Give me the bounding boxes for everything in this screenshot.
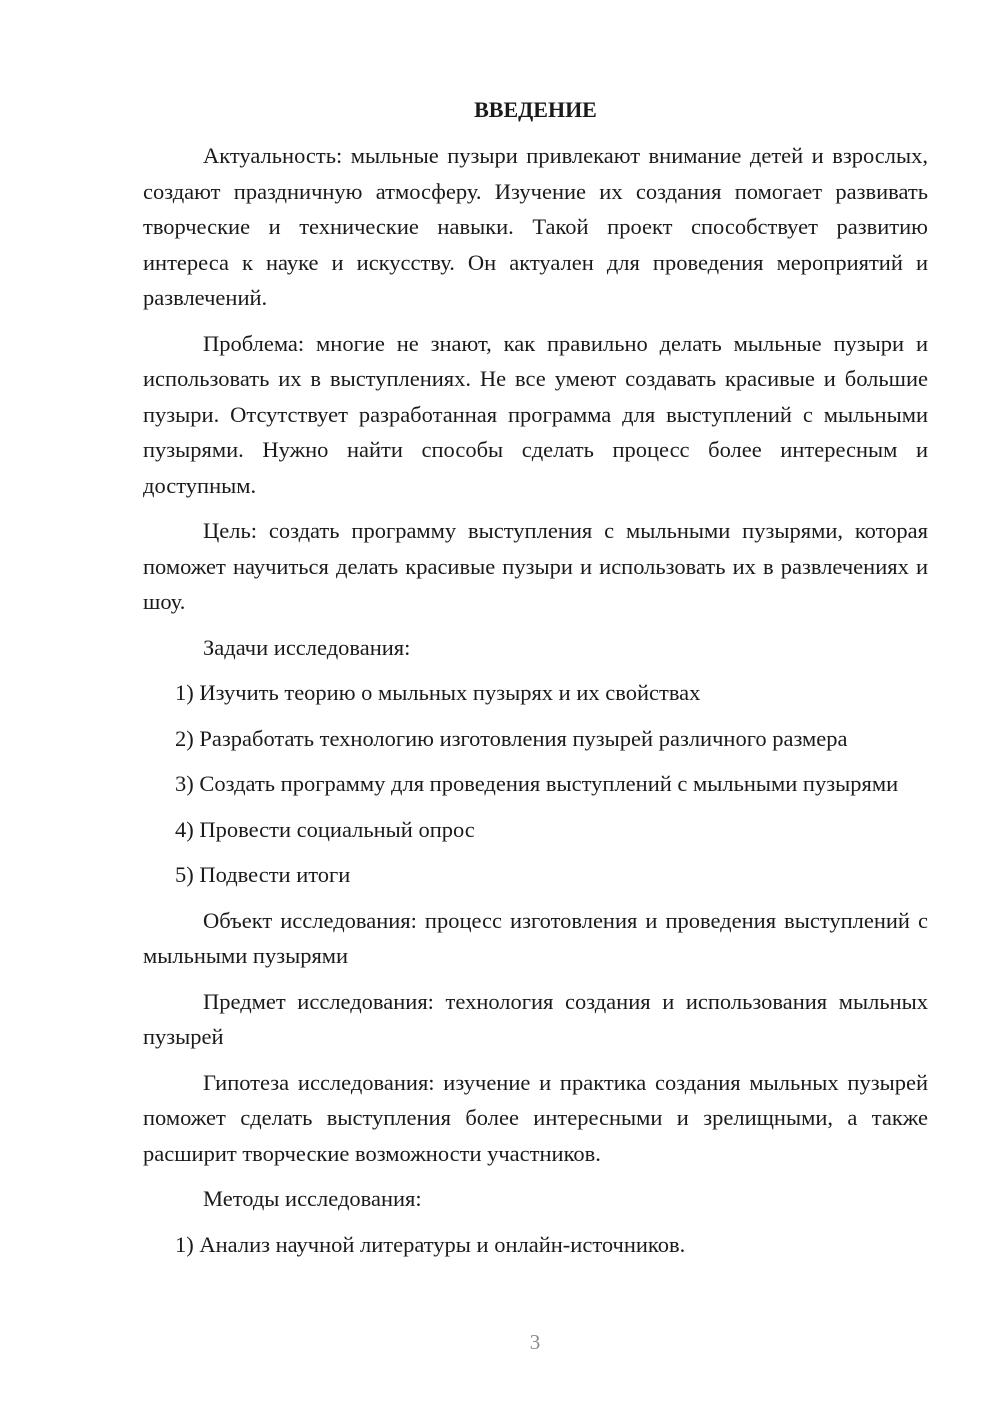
tasks-heading: Задачи исследования: (203, 634, 411, 660)
section-title: ВВЕДЕНИЕ (474, 97, 597, 122)
page-number: 3 (529, 1330, 541, 1354)
task-item: 4) Провести социальный опрос (175, 816, 475, 842)
document-page (143, 92, 928, 1272)
subject-paragraph: Предмет исследования: технология создания и использования мыльных пузырей (143, 988, 928, 1049)
goal-paragraph: Цель: создать программу выступления с мыльными пузырями, которая поможет научиться делать красивые пузыри и использовать их в развлечениях и шоу. (143, 518, 928, 614)
task-item: 3) Создать программу для проведения выступлений с мыльными пузырями (175, 771, 899, 796)
task-item: 2) Разработать технологию изготовления пузырей различного размера (175, 725, 848, 751)
object-paragraph: Объект исследования: процесс изготовления и проведения выступлений с мыльными пузырями (143, 907, 928, 968)
hypothesis-paragraph: Гипотеза исследования: изучение и практика создания мыльных пузырей поможет сделать выступления более интересными и зрелищными, а также расширит творческие возможности участников. (143, 1069, 928, 1166)
method-item: 1) Анализ научной литературы и онлайн-источников. (175, 1231, 686, 1257)
relevance-paragraph: Актуальность: мыльные пузыри привлекают внимание детей и взрослых, создают праздничную атмосферу. Изучение их создания помогает развивать творческие и технические навыки. Такой проект способствует развитию интереса к науке и искусству. Он актуален для проведения мероприятий и развлечений. (143, 143, 928, 310)
problem-paragraph: Проблема: многие не знают, как правильно делать мыльные пузыри и использовать их в выступлениях. Не все умеют создавать красивые и большие пузыри. Отсутствует разработанная программа для выступлений с мыльными пузырями. Нужно найти способы сделать процесс более интересным и доступным. (143, 330, 928, 498)
task-item: 5) Подвести итоги (175, 862, 351, 887)
methods-heading: Методы исследования: (203, 1186, 422, 1211)
task-item: 1) Изучить теорию о мыльных пузырях и их свойствах (175, 680, 701, 705)
